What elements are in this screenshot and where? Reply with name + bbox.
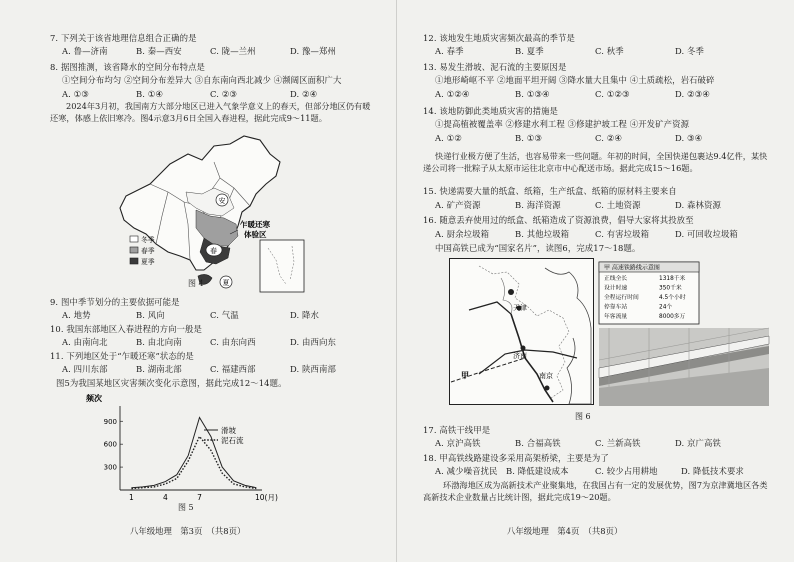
q11-stem: 11. 下列地区处于“乍暖还寒”状态的是 (50, 351, 194, 361)
q10-options (62, 337, 336, 348)
rail-info-key: 年客流量 (604, 314, 628, 320)
rail-info-value: 4.5个小时 (659, 295, 686, 301)
q8-stem: 8. 据图推测，该省降水的空间分布特点是 (50, 62, 206, 72)
rail-info-key: 设计时速 (604, 285, 628, 292)
legend-summer: 夏季 (141, 258, 155, 266)
city-beijing-dot (508, 289, 514, 295)
q17-option-a[interactable]: A. 京沪高铁 (435, 438, 481, 448)
q17-stem: 17. 高铁干线甲是 (423, 425, 491, 435)
q8-option-d[interactable]: D. ②④ (290, 89, 318, 99)
x-tick-label: 7 (197, 493, 202, 502)
q12-option-d[interactable]: D. 冬季 (675, 46, 704, 56)
rail-info-value: 24个 (659, 304, 673, 311)
q13-option-c[interactable]: C. ①②③ (595, 89, 630, 99)
figure-6 (449, 258, 769, 410)
label-hanchunhuanhan: 乍暖还寒 (240, 220, 270, 229)
legend-landslide: 滑坡 (221, 426, 236, 435)
q18-option-d[interactable]: D. 降低技术要求 (681, 466, 744, 476)
city-jinan-dot (521, 346, 526, 351)
city-jinan: 济南 (513, 352, 527, 360)
q15-stem: 15. 快递需要大量的纸盒、纸箱，生产纸盒、纸箱的原材料主要来自 (423, 186, 677, 196)
intro-9-11: 2024年3月初，我国南方大部分地区已进入气象学意义上的春天，但部分地区仍有暖还寒，体感上依旧寒冷。图4示意3月6日全国入春进程，据此完成9～11题。 (50, 101, 371, 123)
q10-option-d[interactable]: D. 由西向东 (290, 337, 336, 347)
q17-option-b[interactable]: B. 合福高铁 (515, 438, 561, 448)
city-nanjing-dot (545, 386, 550, 391)
q10-option-c[interactable]: C. 由东向西 (210, 337, 256, 347)
q7-option-d[interactable]: D. 豫—郑州 (290, 46, 336, 56)
q11-option-b[interactable]: B. 湖南北部 (136, 364, 182, 374)
q16-option-b[interactable]: B. 其他垃圾箱 (515, 229, 570, 239)
label-experience-area: 体验区 (244, 230, 267, 239)
q8-option-b[interactable]: B. ①④ (136, 89, 163, 99)
figure-5-chart (84, 392, 278, 510)
q12-option-b[interactable]: B. 夏季 (515, 46, 544, 56)
q17-options (435, 438, 721, 449)
q13-items: ①地形崎岖不平 ②地面平坦开阔 ③降水量大且集中 ④土质疏松，岩石破碎 (435, 75, 715, 85)
rail-info-title: 甲 高速铁路线示意图 (604, 264, 660, 272)
label-xia: 夏 (222, 279, 230, 287)
q7-option-b[interactable]: B. 秦—西安 (136, 46, 182, 56)
q14-option-b[interactable]: B. ①③ (515, 133, 542, 143)
q13-option-d[interactable]: D. ②③④ (675, 89, 710, 99)
city-nanjing: 南京 (539, 372, 553, 380)
legend-swatch-summer (130, 258, 138, 264)
q15-options (435, 200, 721, 211)
figure-4-caption: 图 4 (188, 279, 204, 288)
rail-info-value: 8000多万 (659, 314, 686, 320)
rail-info-key: 停靠车站 (604, 304, 628, 311)
q13-stem: 13. 易发生滑坡、泥石流的主要原因是 (423, 62, 567, 72)
q18-stem: 18. 甲高铁线路建设多采用高架桥梁，主要是为了 (423, 453, 609, 463)
legend-spring: 春季 (141, 247, 155, 255)
q9-option-a[interactable]: A. 地势 (62, 310, 91, 320)
q13-option-a[interactable]: A. ①②④ (435, 89, 470, 99)
chart-xunit: 10(月) (255, 493, 278, 502)
q9-stem: 9. 图中季节划分的主要依据可能是 (50, 297, 180, 307)
q12-options (435, 46, 704, 57)
q18-option-c[interactable]: C. 较少占用耕地 (595, 466, 658, 476)
y-tick-label: 300 (103, 463, 117, 472)
chart-ylabel: 频次 (86, 394, 102, 403)
q14-items: ①提高植被覆盖率 ②修建水利工程 ③修建护坡工程 ④开发矿产资源 (435, 119, 690, 129)
south-sea-inset (260, 240, 304, 292)
q12-option-a[interactable]: A. 春季 (435, 46, 464, 56)
q8-items: ①空间分布均匀 ②空间分布差异大 ③自东南向西北减少 ④濒阔区面积广大 (62, 75, 342, 85)
q7-option-a[interactable]: A. 鲁—济南 (62, 46, 108, 56)
q9-options (62, 310, 319, 321)
q14-stem: 14. 该地防御此类地质灾害的措施是 (423, 106, 559, 116)
q8-option-c[interactable]: C. ②③ (210, 89, 237, 99)
intro-12-14: 图5为我国某地区灾害频次变化示意图，据此完成12～14题。 (56, 378, 287, 388)
q9-option-c[interactable]: C. 气温 (210, 310, 239, 320)
q8-options (62, 89, 317, 100)
q17-option-c[interactable]: C. 兰新高铁 (595, 438, 641, 448)
q15-option-c[interactable]: C. 土地资源 (595, 200, 641, 210)
q14-option-c[interactable]: C. ②④ (595, 133, 622, 143)
y-tick-label: 600 (103, 440, 117, 449)
label-chun: 春 (210, 247, 217, 255)
q15-option-a[interactable]: A. 矿产资源 (435, 200, 481, 210)
q7-option-c[interactable]: C. 陇—兰州 (210, 46, 256, 56)
rail-info-value: 350千米 (659, 285, 682, 292)
q16-option-c[interactable]: C. 有害垃圾箱 (595, 229, 650, 239)
q10-option-a[interactable]: A. 由南向北 (62, 337, 108, 347)
q12-option-c[interactable]: C. 秋季 (595, 46, 624, 56)
q15-option-b[interactable]: B. 海洋资源 (515, 200, 561, 210)
q12-stem: 12. 该地发生地质灾害频次最高的季节是 (423, 33, 575, 43)
page-4 (397, 0, 794, 562)
q14-option-d[interactable]: D. ③④ (675, 133, 703, 143)
label-an: 安 (218, 197, 226, 205)
q16-stem: 16. 随意丢弃使用过的纸盒、纸箱造成了资源浪费，倡导大家将其投放至 (423, 215, 694, 225)
rail-info-value: 1318千米 (659, 276, 686, 282)
y-tick-label: 900 (103, 417, 117, 426)
q16-option-a[interactable]: A. 厨余垃圾箱 (435, 229, 490, 239)
q8-option-a[interactable]: A. ①③ (62, 89, 89, 99)
legend-debris-flow: 泥石流 (221, 436, 244, 445)
q18-options (435, 466, 744, 477)
q11-option-a[interactable]: A. 四川东部 (62, 364, 108, 374)
footer-right: 八年级地理 第4页 （共8页） (507, 526, 623, 536)
q7-options (62, 46, 336, 57)
figure-6-caption: 图 6 (575, 412, 591, 421)
city-tianjin: 天津 (513, 304, 527, 312)
x-tick-label: 4 (163, 493, 168, 502)
legend-swatch-winter (130, 236, 138, 242)
intro-15-16: 快递行业极方便了生活，也容易带来一些问题。年初的时间，全国快递包裹达9.4亿件，某快递公司将一批粽子从太原市运往北京市中心配送市场。据此完成15～16题。 (423, 151, 768, 173)
q18-option-a[interactable]: A. 减少噪音扰民 B. 降低建设成本 (435, 466, 569, 476)
q13-options (435, 89, 710, 100)
q9-option-b[interactable]: B. 风向 (136, 310, 165, 320)
intro-17-18: 中国高铁已成为“国家名片”，读图6，完成17～18题。 (435, 243, 641, 253)
figure-4-map (110, 132, 320, 297)
rail-map-frame (450, 259, 594, 405)
q11-option-d[interactable]: D. 陕西南部 (290, 364, 336, 374)
q11-option-c[interactable]: C. 福建西部 (210, 364, 256, 374)
q7-stem: 7. 下列关于该省地理信息组合正确的是 (50, 33, 197, 43)
q10-stem: 10. 我国东部地区入春进程的方向一般是 (50, 324, 202, 334)
series-line-landslide (131, 418, 256, 488)
q15-option-d[interactable]: D. 森林资源 (675, 200, 721, 210)
q17-option-d[interactable]: D. 京广高铁 (675, 438, 721, 448)
q16-options (435, 229, 738, 240)
q9-option-d[interactable]: D. 降水 (290, 310, 319, 320)
x-tick-label: 1 (128, 493, 134, 502)
label-jia: 甲 (461, 371, 469, 380)
legend-swatch-spring (130, 247, 138, 253)
figure-5-caption: 图 5 (178, 503, 194, 512)
q14-options (435, 133, 702, 144)
q16-option-d[interactable]: D. 可回收垃圾箱 (675, 229, 738, 239)
rail-info-key: 正线全长 (604, 276, 628, 282)
q14-option-a[interactable]: A. ①② (435, 133, 462, 143)
q13-option-b[interactable]: B. ①③④ (515, 89, 550, 99)
rail-info-key: 全程运行时间 (604, 295, 639, 301)
footer-left: 八年级地理 第3页 （共8页） (130, 526, 246, 536)
q10-option-b[interactable]: B. 由北向南 (136, 337, 182, 347)
q11-options (62, 364, 336, 375)
intro-19-20: 环渤海地区成为高新技术产业聚集地，在我国占有一定的发展优势，图7为京津冀地区各类高新技术企业数量占比统计图，据此完成19～20题。 (423, 480, 768, 502)
legend-winter: 冬季 (141, 236, 155, 244)
